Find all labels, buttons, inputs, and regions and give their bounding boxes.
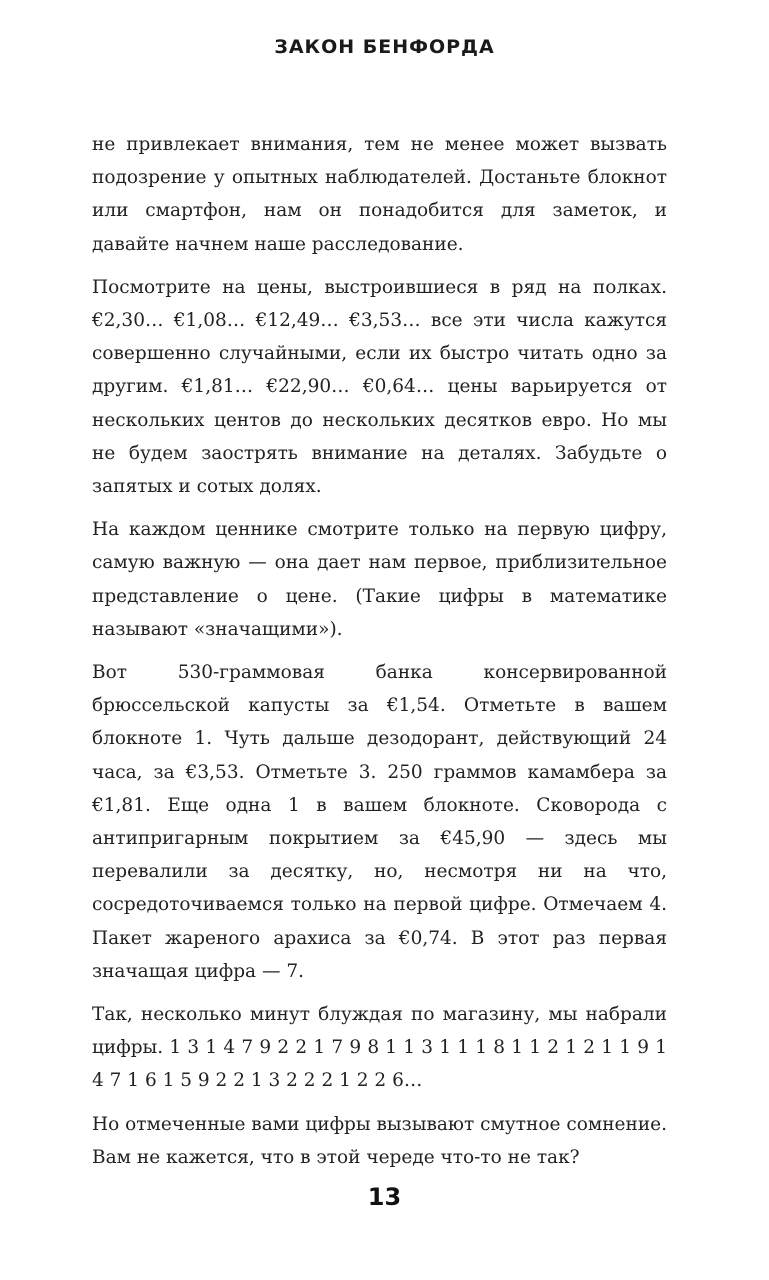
paragraph: Посмотрите на цены, выстроившиеся в ряд на полках. €2,30… €1,08… €12,49… €3,53… все эти числа кажутся совершенно случайными, если их быстро читать одно за другим. €1,81… €22,90… €0,64… цены варьируется от нескольких центов до нескольких десятков евро. Но мы не будем заострять внимание на деталях. Забудьте о запятых и сотых долях. <box>92 276 667 498</box>
paragraph: Так, несколько минут блуждая по магазину, мы набрали цифры. 1 3 1 4 7 9 2 2 1 7 9 8 1 1 3 1 1 1 8 1 1 2 1 2 1 1 9 1 4 7 1 6 1 5 9 2 2 1 3 2 2 2 1 2 2 6… <box>92 1004 667 1092</box>
paragraph: Но отмеченные вами цифры вызывают смутное сомнение. Вам не кажется, что в этой череде что-то не так? <box>92 1113 667 1168</box>
running-head: ЗАКОН БЕНФОРДА <box>274 36 495 58</box>
page-number: 13 <box>367 1183 402 1211</box>
body-text <box>92 128 667 1184</box>
paragraph: Вот 530-граммовая банка консервированной брюссельской капусты за €1,54. Отметьте в вашем блокноте 1. Чуть дальше дезодорант, действующий 24 часа, за €3,53. Отметьте 3. 250 граммов камамбера за €1,81. Еще одна 1 в вашем блокноте. Сковорода с антипригарным покрытием за €45,90 — здесь мы перевалили за десятку, но, несмотря ни на что, сосредоточиваемся только на первой цифре. Отмечаем 4. Пакет жареного арахиса за €0,74. В этот раз первая значащая цифра — 7. <box>92 662 667 982</box>
paragraph: не привлекает внимания, тем не менее может вызвать подозрение у опытных наблюдателей. Достаньте блокнот или смартфон, нам он понадобится для заметок, и давайте начнем наше расследование. <box>92 134 667 255</box>
paragraph: На каждом ценнике смотрите только на первую цифру, самую важную — она дает нам первое, приблизительное представление о цене. (Такие цифры в математике называют «значащими»). <box>92 519 667 640</box>
